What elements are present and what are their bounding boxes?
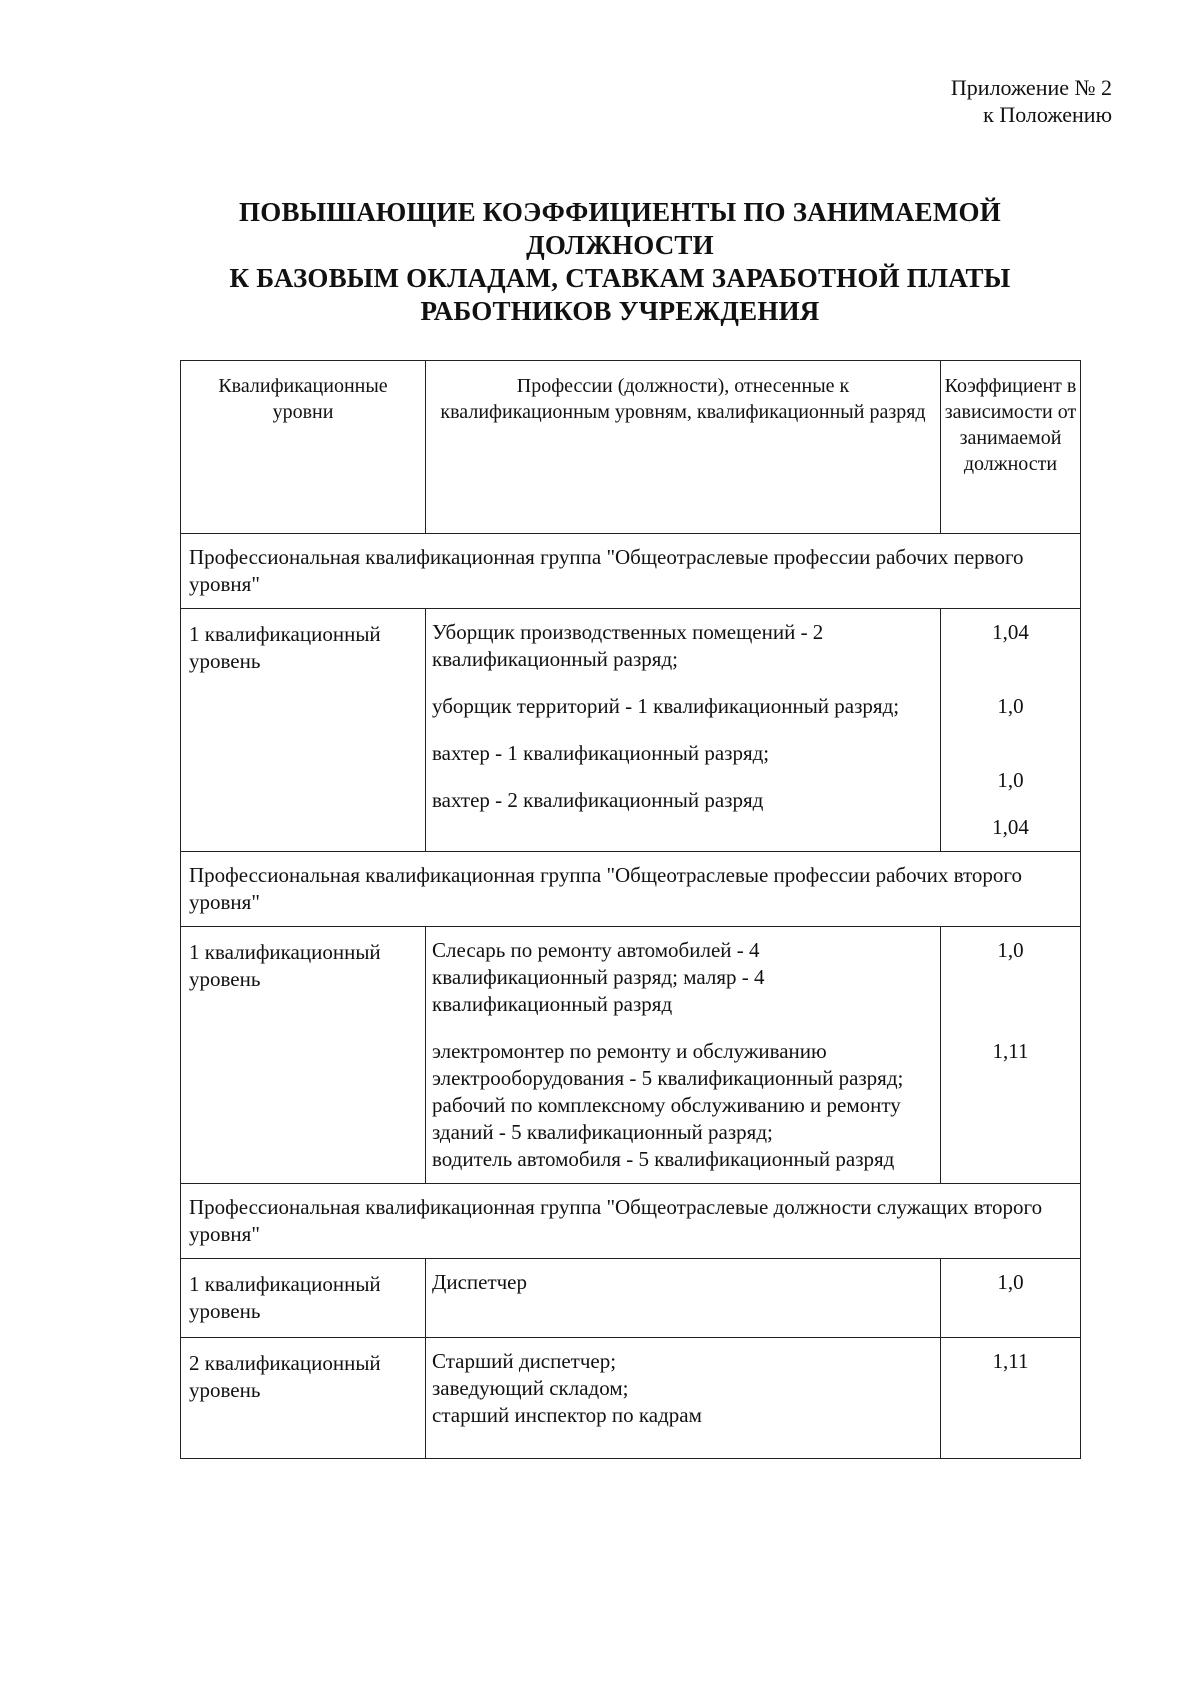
profession-line: Старший диспетчер; xyxy=(432,1349,617,1373)
title-line-4: РАБОТНИКОВ УЧРЕЖДЕНИЯ xyxy=(420,296,820,326)
profession-line: рабочий по комплексному обслуживанию и ремонту зданий - 5 квалификационный разряд; xyxy=(432,1093,901,1144)
profession-entry: Диспетчер xyxy=(432,1270,528,1294)
title-line-2: ДОЛЖНОСТИ xyxy=(526,230,714,260)
qualification-level: 2 квалификационный уровень xyxy=(181,1338,426,1459)
professions-cell xyxy=(426,1338,941,1459)
coefficients-cell xyxy=(941,1338,1081,1459)
document-title xyxy=(160,196,1080,328)
coefficient-value: 1,0 xyxy=(997,694,1024,718)
qualification-level: 1 квалификационный уровень xyxy=(181,609,426,852)
coefficients-cell xyxy=(941,609,1081,852)
profession-entry-group xyxy=(432,1348,934,1429)
appendix-regulation: к Положению xyxy=(983,102,1112,127)
profession-entry: Уборщик производственных помещений - 2 квалификационный разряд; xyxy=(432,620,824,671)
profession-entry: вахтер - 1 квалификационный разряд; xyxy=(432,741,770,765)
table-header-row xyxy=(181,361,1081,534)
title-line-3: К БАЗОВЫМ ОКЛАДАМ, СТАВКАМ ЗАРАБОТНОЙ ПЛАТЫ xyxy=(229,263,1011,293)
header-professions: Профессии (должности), отнесенные к квалификационным уровням, квалификационный разряд xyxy=(426,361,941,534)
profession-entry: уборщик территорий - 1 квалификационный разряд; xyxy=(432,694,900,718)
coefficient-value: 1,11 xyxy=(992,1039,1029,1063)
group-row xyxy=(181,852,1081,927)
qualification-level: 1 квалификационный уровень xyxy=(181,927,426,1184)
table-row xyxy=(181,1259,1081,1338)
coefficients-cell xyxy=(941,927,1081,1184)
group-title: Профессиональная квалификационная группа "Общеотраслевые профессии рабочих второго уровня" xyxy=(181,852,1081,927)
professions-cell xyxy=(426,927,941,1184)
profession-line: водитель автомобиля - 5 квалификационный разряд xyxy=(432,1147,895,1171)
coefficient-value: 1,04 xyxy=(992,815,1029,839)
coefficient-value: 1,0 xyxy=(997,938,1024,962)
profession-line: старший инспектор по кадрам xyxy=(432,1403,702,1427)
group-row xyxy=(181,1184,1081,1259)
appendix-reference xyxy=(951,74,1112,128)
professions-cell xyxy=(426,609,941,852)
table-row xyxy=(181,927,1081,1184)
coefficient-value: 1,04 xyxy=(992,620,1029,644)
profession-line: заведующий складом; xyxy=(432,1376,629,1400)
group-row xyxy=(181,534,1081,609)
profession-entry: Слесарь по ремонту автомобилей - 4 квалификационный разряд; маляр - 4 квалификационный разряд xyxy=(432,938,765,1016)
coefficient-value: 1,0 xyxy=(997,768,1024,792)
coefficient-value: 1,11 xyxy=(992,1349,1029,1373)
table-row xyxy=(181,609,1081,852)
profession-entry-group xyxy=(432,1038,934,1173)
group-title: Профессиональная квалификационная группа "Общеотраслевые профессии рабочих первого уровня" xyxy=(181,534,1081,609)
table-row xyxy=(181,1338,1081,1459)
header-qualification-levels: Квалификационные уровни xyxy=(181,361,426,534)
profession-entry: вахтер - 2 квалификационный разряд xyxy=(432,788,764,812)
appendix-number: Приложение № 2 xyxy=(950,75,1112,100)
professions-cell xyxy=(426,1259,941,1338)
header-coefficient: Коэффициент в зависимости от занимаемой должности xyxy=(941,361,1081,534)
coefficient-value: 1,0 xyxy=(997,1270,1024,1294)
title-line-1: ПОВЫШАЮЩИЕ КОЭФФИЦИЕНТЫ ПО ЗАНИМАЕМОЙ xyxy=(239,197,1001,227)
coefficients-table xyxy=(180,360,1081,1459)
group-title: Профессиональная квалификационная группа "Общеотраслевые должности служащих второго уровня" xyxy=(181,1184,1081,1259)
profession-line: электромонтер по ремонту и обслуживанию электрооборудования - 5 квалификационный разряд; xyxy=(432,1039,904,1090)
qualification-level: 1 квалификационный уровень xyxy=(181,1259,426,1338)
coefficients-cell xyxy=(941,1259,1081,1338)
